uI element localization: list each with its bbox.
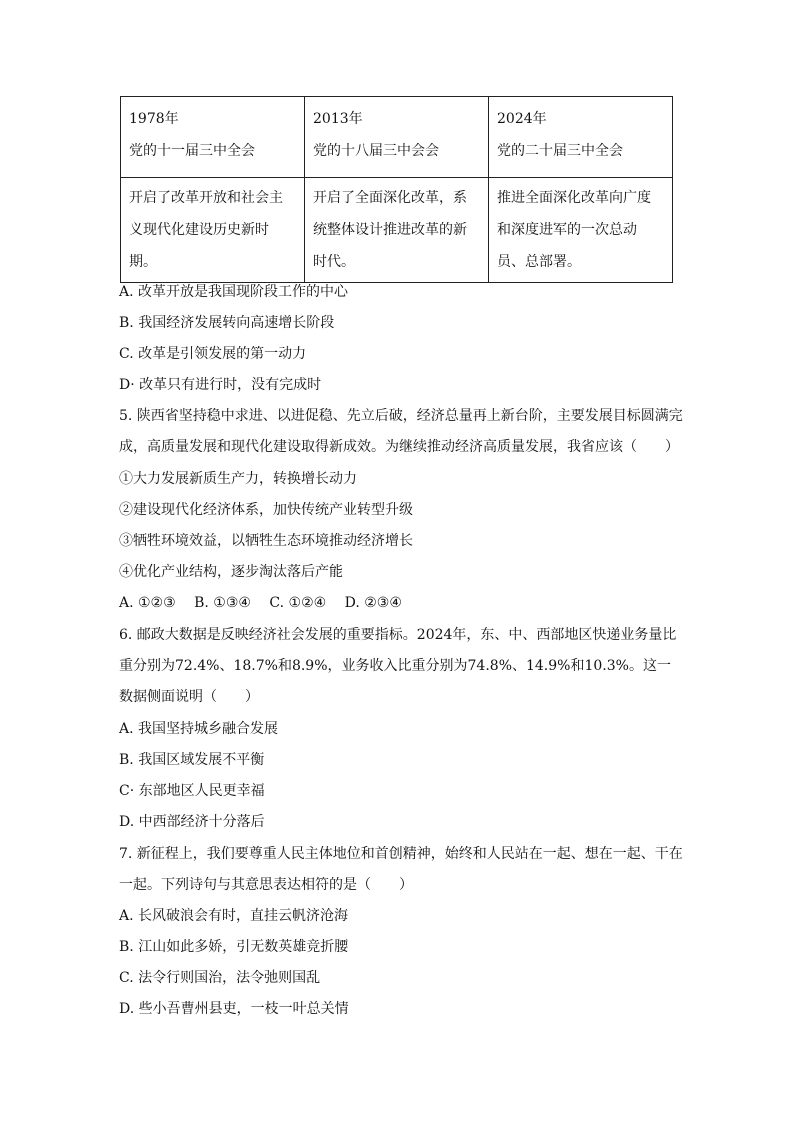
table-header-cell [305,97,489,178]
q7-option-a: A. 长风破浪会有时，直挂云帆济沧海 [119,908,349,924]
table-header-cell [121,97,305,178]
table-header-row [121,97,673,178]
header-year: 2013年 [313,111,363,127]
header-session: 党的十一届三中全会 [129,143,255,159]
q4-option-b: B. 我国经济发展转向高速增长阶段 [119,315,335,331]
header-session: 党的二十届三中全会 [497,143,623,159]
q5-item-4: ④优化产业结构，逐步淘汰落后产能 [119,564,343,580]
q6-option-b: B. 我国区域发展不平衡 [119,752,265,768]
q7-option-b: B. 江山如此多娇，引无数英雄竞折腰 [119,939,349,955]
q6-option-a: A. 我国坚持城乡融合发展 [119,721,279,737]
q5-item-3: ③牺牲环境效益，以牺牲生态环境推动经济增长 [119,533,413,549]
header-session: 党的十八届三中会会 [313,143,439,159]
q5-stem: 5. 陕西省坚持稳中求进、以进促稳、先立后破，经济总量再上新台阶，主要发展目标圆满完成，高质量发展和现代化建设取得新成效。为继续推动经济高质量发展，我省应该（ ） [119,408,683,455]
q7-option-c: C. 法令行则国治，法令弛则国乱 [119,970,321,986]
q4-option-c: C. 改革是引领发展的第一动力 [119,346,307,362]
reform-milestones-table [120,96,673,283]
table-cell: 开启了改革开放和社会主义现代化建设历史新时期。 [121,178,305,283]
table-cell: 推进全面深化改革向广度和深度进军的一次总动员、总部署。 [489,178,673,283]
q6-option-d: D. 中西部经济十分落后 [119,814,265,830]
q5-item-1: ①大力发展新质生产力，转换增长动力 [119,471,357,487]
table-header-cell [489,97,673,178]
table-row [121,178,673,283]
header-year: 1978年 [129,111,179,127]
q6-stem: 6. 邮政大数据是反映经济社会发展的重要指标。2024年，东、中、西部地区快递业务量比重分别为72.4%、18.7%和8.9%，业务收入比重分别为74.8%、14.9%和10.3%。这一数据侧面说明（ ） [119,627,677,705]
header-year: 2024年 [497,111,547,127]
q4-option-d: D· 改革只有进行时，没有完成时 [119,377,322,393]
q5-item-2: ②建设现代化经济体系，加快传统产业转型升级 [119,502,413,518]
q5-options: A. ①②③ B. ①③④ C. ①②④ D. ②③④ [119,595,402,611]
table-cell: 开启了全面深化改革，系统整体设计推进改革的新时代。 [305,178,489,283]
q7-option-d: D. 些小吾曹州县吏，一枝一叶总关情 [119,1001,349,1017]
q7-stem: 7. 新征程上，我们要尊重人民主体地位和首创精神，始终和人民站在一起、想在一起、干在一起。下列诗句与其意思表达相符的是（ ） [119,846,683,893]
q6-option-c: C· 东部地区人民更幸福 [119,783,265,799]
q4-option-a: A. 改革开放是我国现阶段工作的中心 [119,284,349,300]
